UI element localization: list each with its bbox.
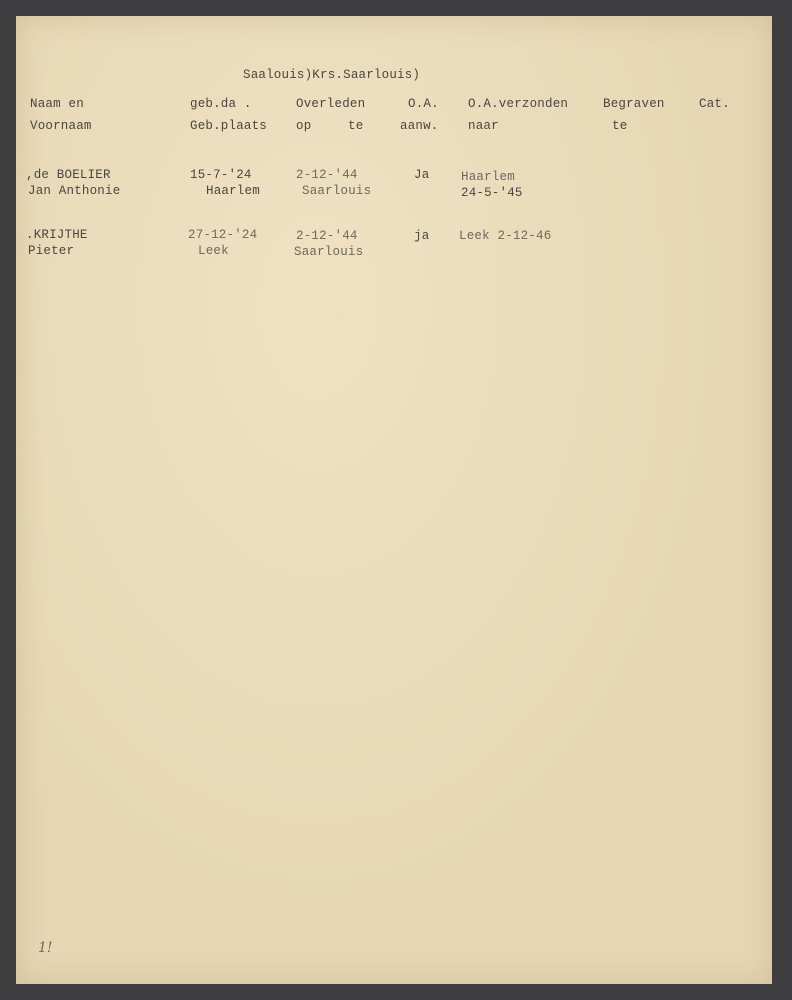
row2-oa-present: ja <box>414 229 430 243</box>
header-overleden-te: te <box>348 119 364 133</box>
row1-death-place: Saarlouis <box>302 184 372 198</box>
header-naam-line2: Voornaam <box>30 119 92 133</box>
row1-birth-date: 15-7-'24 <box>190 168 252 182</box>
header-begraven-line2: te <box>612 119 628 133</box>
row1-birth-place: Haarlem <box>206 184 260 198</box>
header-cat: Cat. <box>699 97 730 111</box>
row2-surname: .KRIJTHE <box>26 228 88 242</box>
header-oa-line1: O.A. <box>408 97 439 111</box>
row1-oa-sent-date: 24-5-'45 <box>461 186 523 200</box>
header-begraven-line1: Begraven <box>603 97 665 111</box>
row2-oa-sent-to: Leek 2-12-46 <box>459 229 552 243</box>
row1-surname: ,de BOELIER <box>26 168 111 182</box>
card-title: Saalouis)Krs.Saarlouis) <box>243 68 421 82</box>
row1-death-date: 2-12-'44 <box>296 168 358 182</box>
header-geb-line1: geb.da . <box>190 97 252 111</box>
row2-firstname: Pieter <box>28 244 75 258</box>
header-oa-verzonden-line2: naar <box>468 119 499 133</box>
header-naam-line1: Naam en <box>30 97 84 111</box>
row2-birth-place: Leek <box>198 244 229 258</box>
row1-oa-present: Ja <box>414 168 430 182</box>
row1-oa-sent-to: Haarlem <box>461 170 515 184</box>
header-geb-line2: Geb.plaats <box>190 119 268 133</box>
header-oa-line2: aanw. <box>400 119 439 133</box>
row1-firstname: Jan Anthonie <box>28 184 121 198</box>
record-card <box>16 16 772 984</box>
corner-pencil-mark: 1! <box>38 940 53 956</box>
header-oa-verzonden-line1: O.A.verzonden <box>468 97 569 111</box>
header-overleden-op: op <box>296 119 312 133</box>
row2-death-date: 2-12-'44 <box>296 229 358 243</box>
header-overleden: Overleden <box>296 97 366 111</box>
row2-death-place: Saarlouis <box>294 245 364 259</box>
row2-birth-date: 27-12-'24 <box>188 228 258 242</box>
